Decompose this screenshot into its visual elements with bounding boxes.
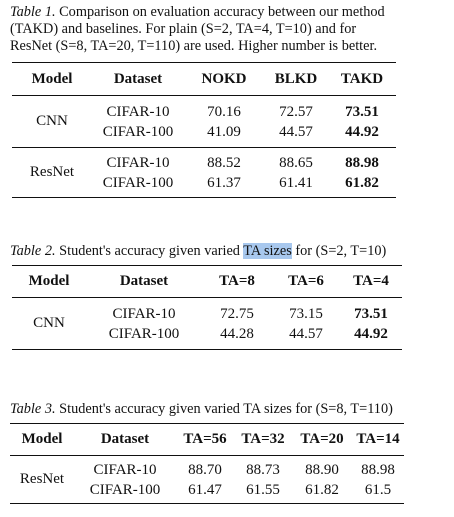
table-2-header-ta8: TA=8 [219,273,255,289]
value-cell-best: 73.51 44.92 [354,305,388,342]
table-3-header-ta20: TA=20 [300,431,344,447]
table-2-header-dataset: Dataset [119,273,169,289]
table-2-caption: Table 2. Student's accuracy given varied TA sizes for (S=2, T=10) [10,243,387,259]
value-cell: 70.16 41.09 [207,103,241,140]
table-3-header-ta32: TA=32 [241,431,285,447]
table-1-caption-line-3: ResNet (S=8, TA=20, T=110) are used. Higher number is better. [10,38,378,54]
value-cell-best: 88.98 61.82 [345,154,379,191]
table-1-header-row [12,63,396,96]
table-row [12,298,402,350]
value-cell: 88.70 61.47 [188,461,222,498]
table-row [10,456,404,504]
table-2-header-row [12,266,402,298]
table-3-header-model: Model [21,431,63,447]
value-cell: 88.73 61.55 [246,461,280,498]
value-cell: 73.15 44.57 [289,305,323,342]
table-3 [10,423,404,504]
model-cell: ResNet [19,471,65,487]
table-3-header-ta56: TA=56 [183,431,227,447]
value-cell-best: 61.82 [305,481,339,498]
dataset-cell: CIFAR-10 CIFAR-100 [89,461,161,498]
highlighted-text: TA sizes [243,243,292,259]
value-cell: 88.90 61.82 [292,456,352,504]
value-cell-best: 73.51 44.92 [345,103,379,140]
table-1-caption [10,4,444,55]
table-1-caption-line-2: (TAKD) and baselines. For plain (S=2, TA=4, T=10) and for [10,21,357,37]
dataset-cell: CIFAR-10 CIFAR-100 [108,305,180,342]
table-2-header-model: Model [28,273,70,289]
value-cell: 72.57 44.57 [279,103,313,140]
table-3-label: Table 3. [10,401,56,417]
value-cell-best: 88.98 [361,461,395,478]
table-1-caption-line-1: Comparison on evaluation accuracy between our method [59,4,385,20]
table-3-caption: Table 3. Student's accuracy given varied TA sizes for (S=8, T=110) [10,401,393,417]
table-3-header-dataset: Dataset [100,431,150,447]
value-cell: 88.52 61.37 [207,154,241,191]
value-cell: 88.65 61.41 [279,154,313,191]
value-cell: 88.98 61.5 [352,456,404,504]
table-2-label: Table 2. [10,243,56,259]
table-2-header-ta4: TA=4 [353,273,389,289]
table-1-block [10,4,444,55]
dataset-cell: CIFAR-10 CIFAR-100 [102,103,174,140]
table-1-header-model: Model [31,70,73,87]
model-cell: CNN [36,113,68,129]
table-1-header-dataset: Dataset [113,70,163,87]
table-3-block [10,401,444,418]
value-cell: 72.75 44.28 [220,305,254,342]
table-row [12,96,396,148]
table-3-header-ta14: TA=14 [356,431,400,447]
table-1-header-blkd: BLKD [274,70,318,87]
table-row [12,148,396,198]
table-1 [12,62,396,198]
table-3-header-row [10,424,404,456]
table-2 [12,265,402,350]
table-1-label: Table 1. [10,4,56,20]
table-1-header-takd: TAKD [340,70,384,87]
table-1-header-nokd: NOKD [201,70,247,87]
table-2-header-ta6: TA=6 [288,273,324,289]
model-cell: CNN [33,315,65,331]
model-cell: ResNet [29,164,75,180]
dataset-cell: CIFAR-10 CIFAR-100 [102,154,174,191]
table-2-block [10,243,444,260]
